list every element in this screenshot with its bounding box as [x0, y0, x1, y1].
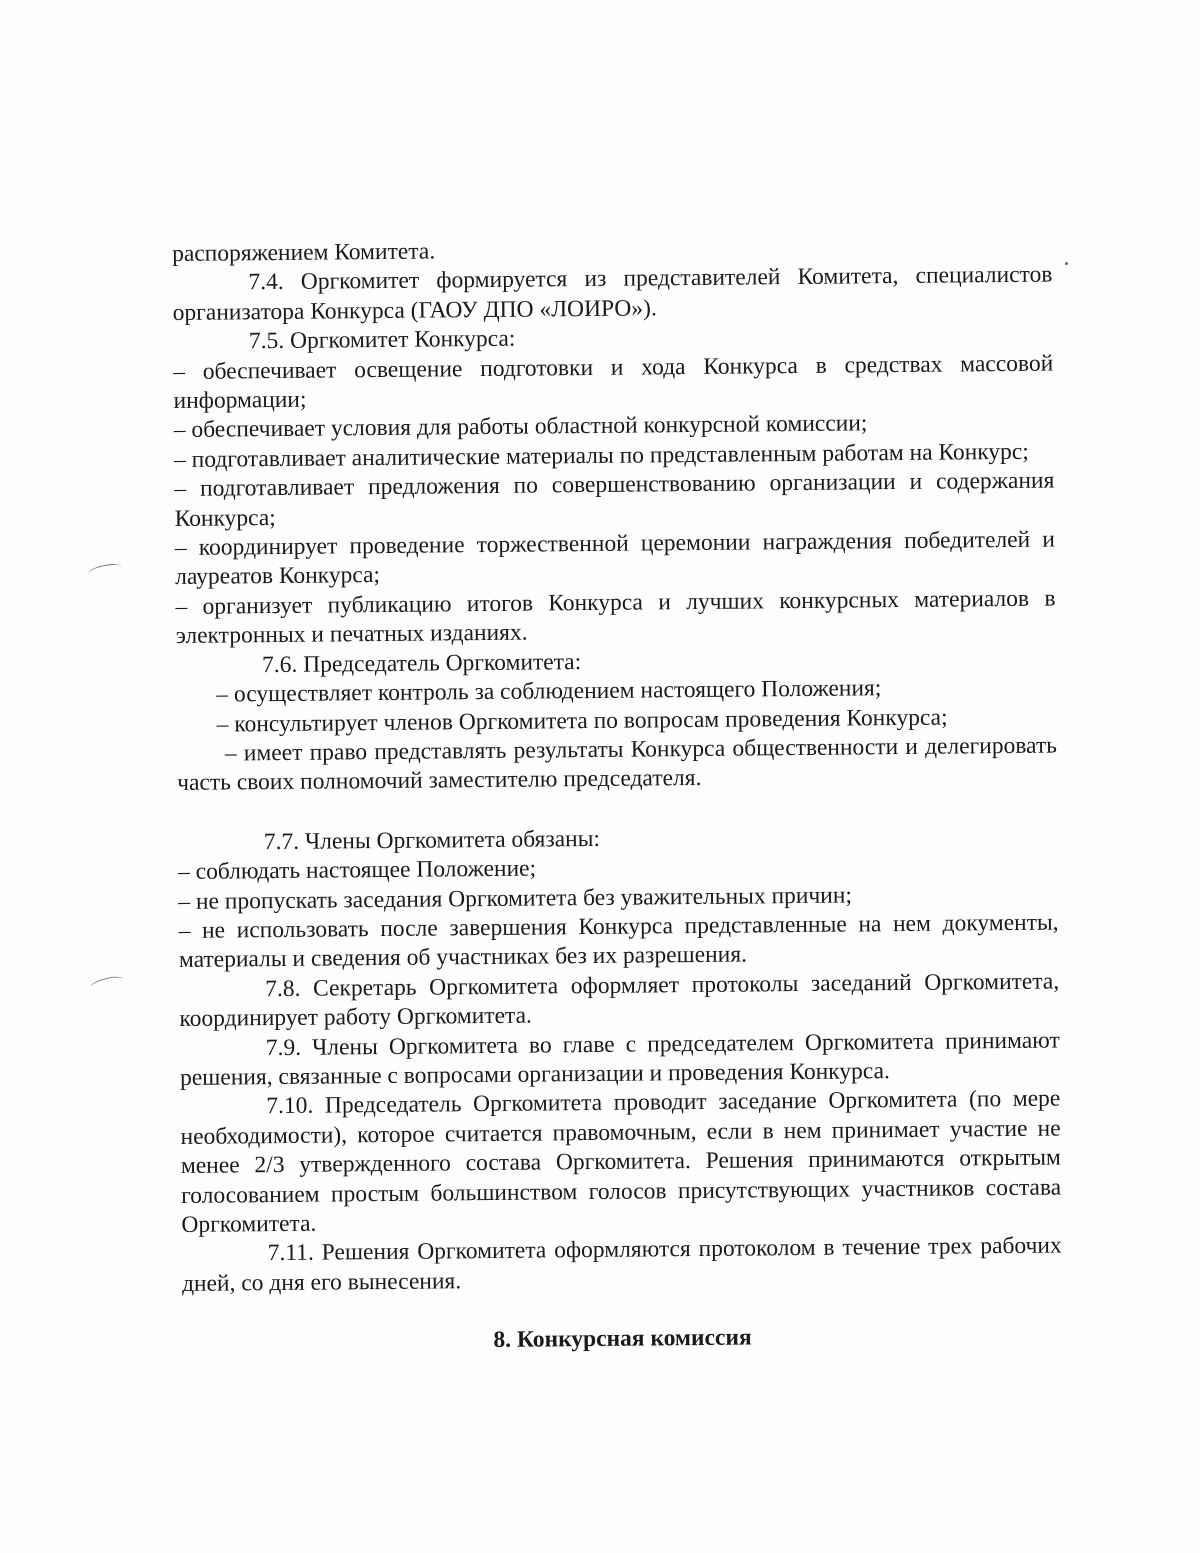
list-item-7-7-2: – не пропускать заседания Оргкомитета без уважительных причин;	[178, 882, 853, 915]
list-item-7-5-6: – организует публикацию итогов Конкурса и лучших конкурсных материалов в электронных и печатных изданиях.	[175, 585, 1056, 650]
list-item-7-5-2: – обеспечивает условия для работы областной конкурсной комиссии;	[173, 410, 868, 444]
list-item-7-5-5: – координирует проведение торжественной церемонии награждения победителей и лауреатов Конкурса;	[174, 526, 1056, 591]
list-item-7-7-3: – не использовать после завершения Конкурса представленные на нем документы, материалы и сведения об участниках без их разрешения.	[178, 909, 1059, 974]
paragraph-7-4: 7.4. Оргкомитет формируется из представителей Комитета, специалистов организатора Конкурса (ГАОУ ДПО «ЛОИРО»).	[172, 261, 1053, 326]
list-item-7-5-4: – подготавливает предложения по совершенствованию организации и содержания Конкурса;	[174, 467, 1055, 532]
list-item-7-6-1: – осуществляет контроль за соблюдением настоящего Положения;	[216, 675, 882, 708]
paragraph-continuation: распоряжением Комитета.	[172, 238, 436, 267]
punch-hole-mark-lower	[89, 974, 125, 993]
document-body	[172, 232, 1063, 1359]
punch-hole-mark-upper	[87, 562, 123, 580]
paragraph-7-8: 7.8. Секретарь Оргкомитета оформляет протоколы заседаний Оргкомитета, координирует работу Оргкомитета.	[179, 968, 1060, 1033]
list-item-7-6-2: – консультирует членов Оргкомитета по вопросам проведения Конкурса;	[216, 704, 948, 738]
scan-speck	[1065, 262, 1068, 265]
list-item-7-5-3: – подготавливает аналитические материалы по представленным работам на Конкурс;	[173, 438, 1029, 473]
paragraph-7-10: 7.10. Председатель Оргкомитета проводит заседание Оргкомитета (по мере необходимости), которое считается правомочным, если в нем принимает участие не менее 2/3 утвержденного состава Оргкомитета. Решения принимаются открытым голосованием простым большинством голосов присутствующих участников состава Оргкомитета.	[180, 1085, 1062, 1238]
list-item-7-5-1: – обеспечивает освещение подготовки и хода Конкурса в средствах массовой информации;	[173, 350, 1054, 415]
section-heading-8: 8. Конкурсная комиссия	[493, 1324, 752, 1354]
paragraph-7-5-title: 7.5. Оргкомитет Конкурса:	[248, 325, 516, 355]
paragraph-7-11: 7.11. Решения Оргкомитета оформляются протоколом в течение трех рабочих дней, со дня его вынесения.	[181, 1232, 1062, 1297]
paragraph-7-6-title: 7.6. Председатель Оргкомитета:	[261, 648, 582, 678]
list-item-7-6-3: – имеет право представлять результаты Конкурса общественности и делегировать часть своих полномочий заместителю председателя.	[177, 732, 1058, 797]
list-item-7-7-1: – соблюдать настоящее Положение;	[177, 855, 537, 886]
paragraph-7-9: 7.9. Члены Оргкомитета во главе с председателем Оргкомитета принимают решения, связанные с вопросами организации и проведения Конкурса.	[179, 1027, 1060, 1091]
paragraph-7-7-title: 7.7. Члены Оргкомитета обязаны:	[263, 825, 601, 855]
